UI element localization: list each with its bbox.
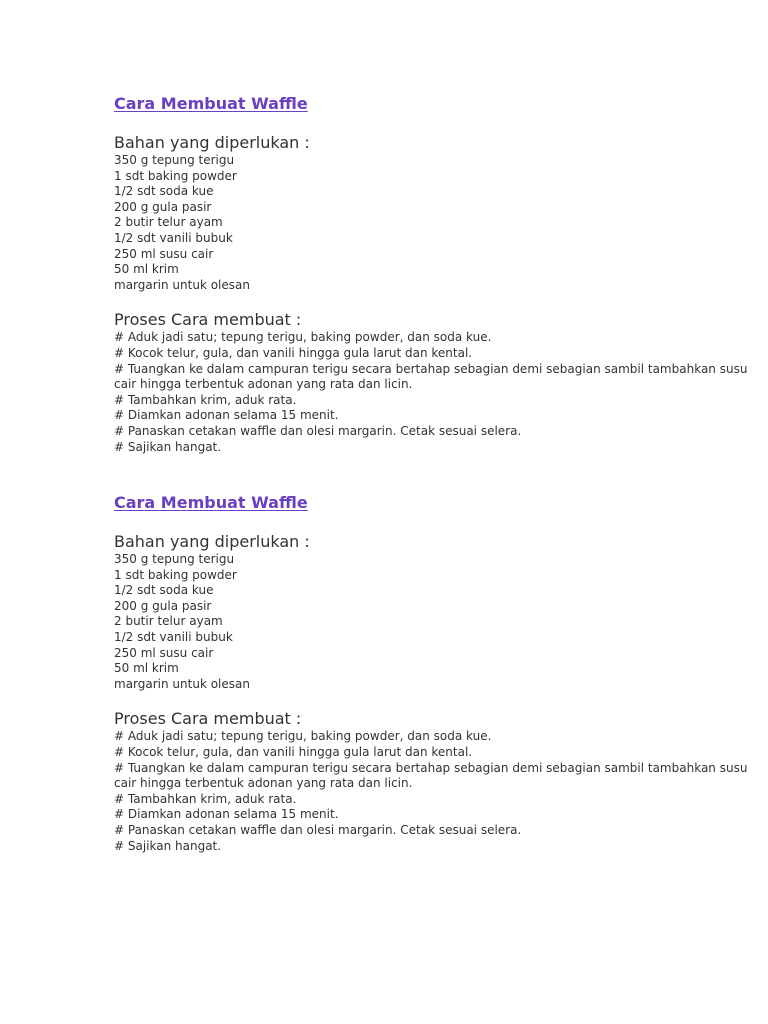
ingredient-item: 250 ml susu cair <box>114 645 214 660</box>
recipe-section-1 <box>114 93 754 455</box>
process-heading: Proses Cara membuat : <box>114 709 302 729</box>
ingredient-item: 2 butir telur ayam <box>114 215 223 230</box>
process-heading: Proses Cara membuat : <box>114 310 302 330</box>
ingredient-item: 250 ml susu cair <box>114 246 214 261</box>
step-item: # Tambahkan krim, aduk rata. <box>114 392 297 407</box>
ingredient-item: 350 g tepung terigu <box>114 552 235 566</box>
ingredient-item: 1 sdt baking powder <box>114 168 237 183</box>
step-item: # Panaskan cetakan waffle dan olesi margarin. Cetak sesuai selera. <box>114 822 522 837</box>
ingredients-list <box>114 552 754 692</box>
step-item: # Aduk jadi satu; tepung terigu, baking powder, dan soda kue. <box>114 729 492 744</box>
step-item: # Panaskan cetakan waffle dan olesi margarin. Cetak sesuai selera. <box>114 423 522 438</box>
ingredient-item: 50 ml krim <box>114 661 179 676</box>
step-item: # Kocok telur, gula, dan vanili hingga gula larut dan kental. <box>114 744 473 759</box>
step-item: # Tuangkan ke dalam campuran terigu secara bertahap sebagian demi sebagian sambil tambahkan susu cair hingga terbentuk adonan yang rata dan licin. <box>114 760 748 791</box>
step-item: # Sajikan hangat. <box>114 838 222 853</box>
recipe-section-2 <box>114 492 754 854</box>
step-item: # Diamkan adonan selama 15 menit. <box>114 408 339 423</box>
step-item: # Tuangkan ke dalam campuran terigu secara bertahap sebagian demi sebagian sambil tambahkan susu cair hingga terbentuk adonan yang rata dan licin. <box>114 361 748 392</box>
recipe-title-link[interactable]: Cara Membuat Waffle <box>114 493 308 512</box>
step-item: # Kocok telur, gula, dan vanili hingga gula larut dan kental. <box>114 345 473 360</box>
step-item: # Sajikan hangat. <box>114 439 222 454</box>
ingredient-item: 2 butir telur ayam <box>114 614 223 629</box>
ingredient-item: margarin untuk olesan <box>114 277 250 292</box>
ingredient-item: 200 g gula pasir <box>114 598 212 613</box>
ingredients-heading: Bahan yang diperlukan : <box>114 133 310 152</box>
ingredient-item: 1/2 sdt soda kue <box>114 583 214 598</box>
ingredient-item: margarin untuk olesan <box>114 676 250 691</box>
step-item: # Tambahkan krim, aduk rata. <box>114 791 297 806</box>
step-item: # Aduk jadi satu; tepung terigu, baking powder, dan soda kue. <box>114 330 492 345</box>
steps-list <box>114 330 754 455</box>
ingredient-item: 1/2 sdt vanili bubuk <box>114 629 233 644</box>
ingredients-heading: Bahan yang diperlukan : <box>114 532 310 551</box>
step-item: # Diamkan adonan selama 15 menit. <box>114 807 339 822</box>
ingredient-item: 1/2 sdt soda kue <box>114 184 214 199</box>
steps-list <box>114 729 754 854</box>
ingredient-item: 350 g tepung terigu <box>114 153 235 167</box>
ingredient-item: 1/2 sdt vanili bubuk <box>114 230 233 245</box>
ingredient-item: 200 g gula pasir <box>114 199 212 214</box>
recipe-title-link[interactable]: Cara Membuat Waffle <box>114 94 308 113</box>
ingredient-item: 1 sdt baking powder <box>114 567 237 582</box>
ingredients-list <box>114 153 754 293</box>
ingredient-item: 50 ml krim <box>114 262 179 277</box>
